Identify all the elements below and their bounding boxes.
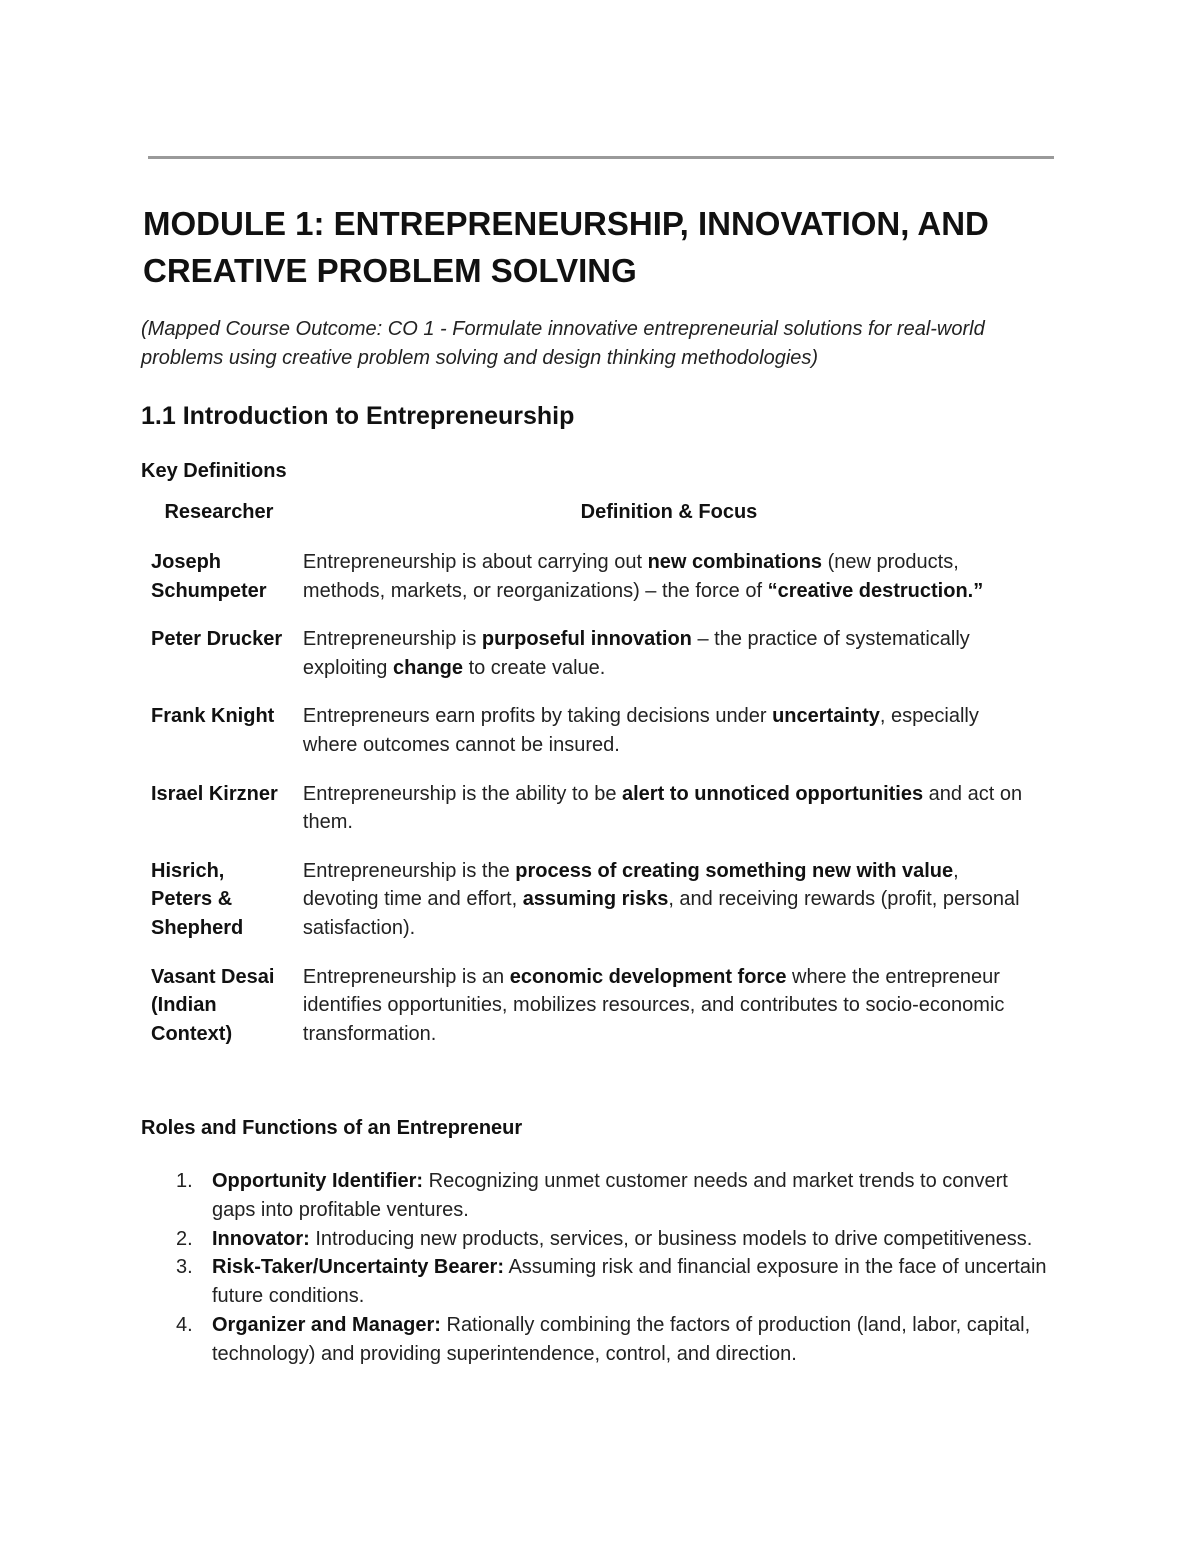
table-row (141, 702, 1041, 779)
table-row (141, 625, 1041, 702)
module-title: MODULE 1: ENTREPRENEURSHIP, INNOVATION, AND CREATIVE PROBLEM SOLVING (143, 205, 989, 289)
researcher-name: Israel Kirzner (151, 782, 278, 805)
researcher-name: Frank Knight (151, 705, 275, 728)
researcher-name: Joseph Schumpeter (151, 551, 267, 602)
list-item: 2. Innovator: Introducing new products, services, or business models to drive competitiveness. (176, 1227, 1033, 1250)
definition-text: Entrepreneurs earn profits by taking decisions under uncertainty, especially where outcomes cannot be insured. (302, 705, 979, 756)
roles-heading: Roles and Functions of an Entrepreneur (141, 1117, 523, 1139)
definition-text: Entrepreneurship is about carrying out new combinations (new products, methods, markets, or reorganizations) – the force of “creative destruction.” (302, 551, 984, 602)
definition-text: Entrepreneurship is the ability to be alert to unnoticed opportunities and act on them. (302, 782, 1023, 834)
list-item: 3. Risk-Taker/Uncertainty Bearer: Assuming risk and financial exposure in the face of uncertain future conditions. (176, 1256, 1047, 1308)
table-row (141, 780, 1041, 857)
definition-text: Entrepreneurship is the process of creating something new with value, devoting time and effort, assuming risks, and receiving rewards (profit, personal satisfaction). (302, 859, 1020, 939)
roles-list (170, 1167, 1050, 1369)
definition-text: Entrepreneurship is an economic development force where the entrepreneur identifies opportunities, mobilizes resources, and contributes to socio-economic transformation. (302, 965, 1005, 1045)
researcher-name: Hisrich, Peters & Shepherd (151, 859, 244, 939)
definitions-table (141, 498, 1041, 1068)
horizontal-rule (148, 156, 1054, 159)
table-row (141, 963, 1041, 1069)
table-header-row (141, 498, 1041, 548)
researcher-name: Vasant Desai (Indian Context) (151, 965, 275, 1045)
table-row (141, 857, 1041, 963)
list-item: 1. Opportunity Identifier: Recognizing unmet customer needs and market trends to convert gaps into profitable ventures. (176, 1170, 1008, 1221)
definition-column-header: Definition & Focus (580, 501, 758, 523)
course-outcome: (Mapped Course Outcome: CO 1 - Formulate innovative entrepreneurial solutions for real-world problems using creative problem solving and design thinking methodologies) (141, 318, 985, 369)
definition-text: Entrepreneurship is purposeful innovation – the practice of systematically exploiting change to create value. (302, 628, 970, 679)
list-item: 4. Organizer and Manager: Rationally combining the factors of production (land, labor, capital, technology) and providing superintendence, control, and direction. (176, 1313, 1031, 1365)
section-title: 1.1 Introduction to Entrepreneurship (141, 402, 575, 430)
table-row (141, 548, 1041, 625)
key-definitions-heading: Key Definitions (141, 460, 287, 482)
researcher-column-header: Researcher (164, 501, 274, 523)
researcher-name: Peter Drucker (151, 628, 283, 651)
